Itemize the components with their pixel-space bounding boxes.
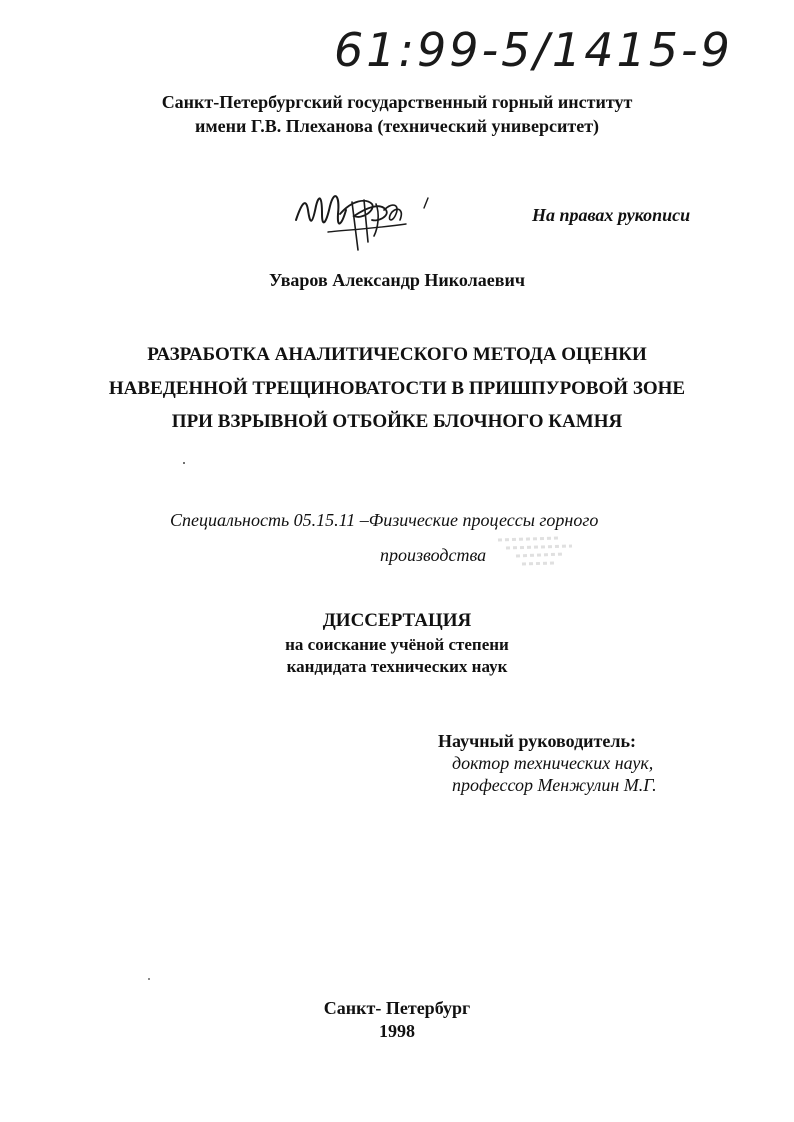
institute-name-line-1: Санкт-Петербургский государственный горный институт [161, 92, 633, 112]
supervisor-name: профессор Менжулин М.Г. [452, 775, 657, 795]
thesis-title-line-3: ПРИ ВЗРЫВНОЙ ОТБОЙКЕ БЛОЧНОГО КАМНЯ [171, 411, 623, 432]
author-name: Уваров Александр Николаевич [268, 270, 526, 290]
thesis-title-line-1: РАЗРАБОТКА АНАЛИТИЧЕСКОГО МЕТОДА ОЦЕНКИ [147, 344, 647, 365]
institute-name-line-2: имени Г.В. Плеханова (технический университет) [194, 116, 600, 136]
faded-stamp-bleedthrough [488, 532, 578, 578]
archive-code-text: 61:99-5/1415-9 [334, 23, 733, 77]
archive-code-handwritten [330, 8, 733, 88]
supervisor-heading: Научный руководитель: [438, 731, 636, 751]
specialty-line-1: Специальность 05.15.11 –Физические процессы горного [170, 510, 599, 530]
dissertation-heading: ДИССЕРТАЦИЯ [322, 610, 472, 631]
thesis-title-line-2: НАВЕДЕННОЙ ТРЕЩИНОВАТОСТИ В ПРИШПУРОВОЙ ЗОНЕ [108, 378, 686, 399]
scan-speck [183, 462, 185, 464]
supervisor-degree: доктор технических наук, [452, 753, 654, 773]
degree-line-1: на соискание учёной степени [285, 635, 509, 654]
manuscript-rights-note: На правах рукописи [532, 205, 691, 225]
scan-speck [148, 978, 150, 980]
degree-line-2: кандидата технических наук [286, 657, 508, 676]
year: 1998 [379, 1021, 415, 1041]
specialty-line-2: производства [380, 545, 487, 565]
city: Санкт- Петербург [323, 998, 471, 1018]
author-signature [288, 180, 448, 260]
